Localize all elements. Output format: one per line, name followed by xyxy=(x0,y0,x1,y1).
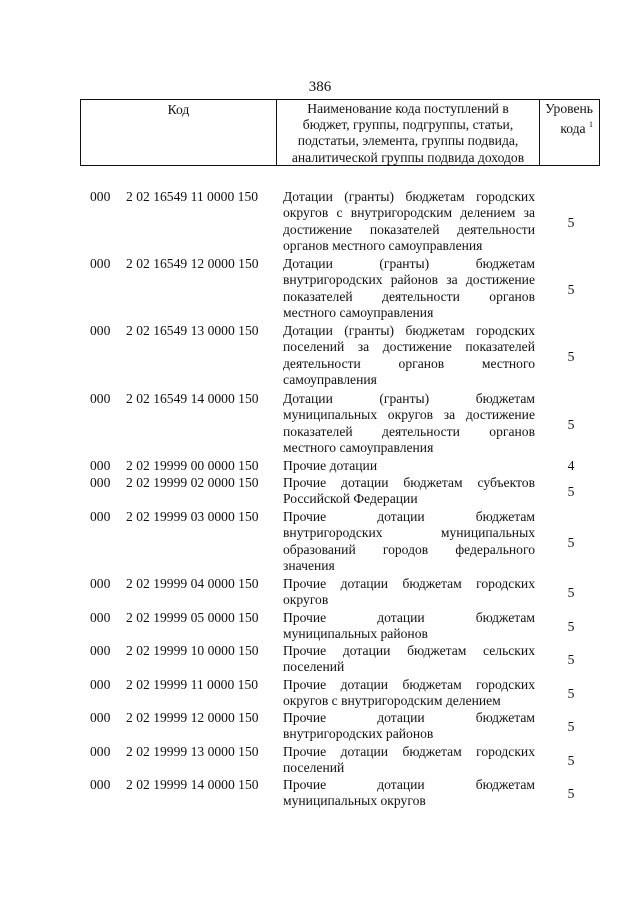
header-level-line: Уровень xyxy=(545,101,593,116)
code-level: 5 xyxy=(567,619,575,635)
income-name xyxy=(283,458,535,474)
income-name xyxy=(283,710,535,743)
income-name-line: Прочие дотации бюджетам xyxy=(283,777,535,792)
admin-code: 000 xyxy=(90,509,111,524)
income-name-line: значения xyxy=(283,558,335,574)
code-level: 4 xyxy=(567,458,575,473)
table-header xyxy=(80,99,600,166)
admin-code: 000 xyxy=(90,777,111,792)
income-name-line: округов с внутригородским делением xyxy=(283,693,501,709)
code-level: 5 xyxy=(567,534,575,550)
budget-code: 2 02 19999 11 0000 150 xyxy=(126,677,259,692)
admin-code: 000 xyxy=(90,744,111,759)
income-name-line: внутригородских районов xyxy=(283,726,434,742)
admin-code: 000 xyxy=(90,189,111,204)
income-name-line: округов xyxy=(283,592,329,608)
header-name-line: аналитической группы подвида доходов xyxy=(291,149,525,165)
code-level: 5 xyxy=(567,585,575,601)
admin-code: 000 xyxy=(90,323,111,338)
code-level: 5 xyxy=(567,786,575,802)
income-name-line: Прочие дотации бюджетам сельских xyxy=(283,643,535,658)
income-name-line: деятельности органов местного xyxy=(283,355,535,371)
header-level-text: кода xyxy=(560,121,586,137)
income-name-line: округов с внутригородским делением за xyxy=(283,205,535,221)
income-name xyxy=(283,610,535,643)
budget-code: 2 02 19999 05 0000 150 xyxy=(126,610,259,625)
admin-code: 000 xyxy=(90,458,111,473)
income-name xyxy=(283,643,535,676)
admin-code: 000 xyxy=(90,256,111,271)
header-name xyxy=(277,100,540,165)
income-name-line: самоуправления xyxy=(283,372,377,388)
income-name xyxy=(283,256,535,322)
income-name-line: муниципальных округов xyxy=(283,793,426,809)
header-name-line: Наименование кода поступлений в xyxy=(307,101,509,116)
admin-code: 000 xyxy=(90,391,111,406)
header-name-line: подстатьи, элемента, группы подвида, xyxy=(297,133,519,149)
income-name-line: Прочие дотации бюджетам городских xyxy=(283,677,535,692)
budget-code: 2 02 19999 04 0000 150 xyxy=(126,576,259,591)
code-level: 5 xyxy=(567,281,575,297)
income-name-line: Прочие дотации бюджетам городских xyxy=(283,744,535,759)
code-level: 5 xyxy=(567,416,575,432)
income-name-line: Дотации (гранты) бюджетам xyxy=(283,256,535,271)
income-name xyxy=(283,777,535,810)
budget-code: 2 02 19999 03 0000 150 xyxy=(126,509,259,524)
income-name-line: местного самоуправления xyxy=(283,440,434,456)
budget-code: 2 02 19999 02 0000 150 xyxy=(126,475,259,490)
income-name xyxy=(283,323,535,389)
budget-code: 2 02 19999 00 0000 150 xyxy=(126,458,259,473)
income-name-line: Дотации (гранты) бюджетам xyxy=(283,391,535,406)
income-name-line: достижение показателей деятельности xyxy=(283,221,535,237)
income-name-line: показателей деятельности органов xyxy=(283,288,535,304)
code-level: 5 xyxy=(567,686,575,702)
income-name-line: Прочие дотации xyxy=(283,458,378,473)
admin-code: 000 xyxy=(90,576,111,591)
income-name-line: внутригородских муниципальных xyxy=(283,525,535,541)
income-name xyxy=(283,391,535,457)
income-name-line: образований городов федерального xyxy=(283,541,535,557)
budget-code: 2 02 16549 12 0000 150 xyxy=(126,256,259,271)
income-name xyxy=(283,189,535,255)
admin-code: 000 xyxy=(90,677,111,692)
income-name-line: Прочие дотации бюджетам xyxy=(283,610,535,625)
code-level: 5 xyxy=(567,348,575,364)
admin-code: 000 xyxy=(90,610,111,625)
budget-code: 2 02 16549 14 0000 150 xyxy=(126,391,259,406)
budget-code: 2 02 19999 14 0000 150 xyxy=(126,777,259,792)
income-name-line: поселений xyxy=(283,659,345,675)
code-level: 5 xyxy=(567,753,575,769)
income-name-line: Прочие дотации бюджетам xyxy=(283,710,535,725)
income-name-line: муниципальных округов за достижение xyxy=(283,407,535,423)
income-name-line: Прочие дотации бюджетам xyxy=(283,509,535,524)
page-number: 386 xyxy=(308,79,332,95)
income-name xyxy=(283,677,535,710)
income-name-line: поселений xyxy=(283,760,345,776)
income-name xyxy=(283,744,535,777)
header-code: Код xyxy=(81,100,277,165)
header-level-line xyxy=(540,117,593,137)
budget-code: 2 02 19999 12 0000 150 xyxy=(126,710,259,725)
income-name-line: Дотации (гранты) бюджетам городских xyxy=(283,189,535,204)
admin-code: 000 xyxy=(90,475,111,490)
admin-code: 000 xyxy=(90,710,111,725)
income-name-line: местного самоуправления xyxy=(283,305,434,321)
budget-code: 2 02 19999 10 0000 150 xyxy=(126,643,259,658)
footnote-marker: 1 xyxy=(589,120,593,130)
admin-code: 000 xyxy=(90,643,111,658)
code-level: 5 xyxy=(567,652,575,668)
budget-code: 2 02 19999 13 0000 150 xyxy=(126,744,259,759)
income-name-line: Российской Федерации xyxy=(283,491,418,507)
income-name-line: Дотации (гранты) бюджетам городских xyxy=(283,323,535,338)
income-name-line: внутригородских районов за достижение xyxy=(283,272,535,288)
income-name xyxy=(283,576,535,609)
income-name-line: показателей деятельности органов xyxy=(283,423,535,439)
budget-code: 2 02 16549 13 0000 150 xyxy=(126,323,259,338)
income-name-line: муниципальных районов xyxy=(283,626,428,642)
header-level xyxy=(540,100,599,165)
code-level: 5 xyxy=(567,484,575,500)
income-name-line: поселений за достижение показателей xyxy=(283,339,535,355)
code-level: 5 xyxy=(567,719,575,735)
budget-code: 2 02 16549 11 0000 150 xyxy=(126,189,259,204)
income-name-line: Прочие дотации бюджетам субъектов xyxy=(283,475,535,490)
code-level: 5 xyxy=(567,214,575,230)
income-name xyxy=(283,509,535,575)
income-name-line: органов местного самоуправления xyxy=(283,238,483,254)
income-name xyxy=(283,475,535,508)
header-name-line: бюджет, группы, подгруппы, статьи, xyxy=(302,117,514,133)
income-name-line: Прочие дотации бюджетам городских xyxy=(283,576,535,591)
